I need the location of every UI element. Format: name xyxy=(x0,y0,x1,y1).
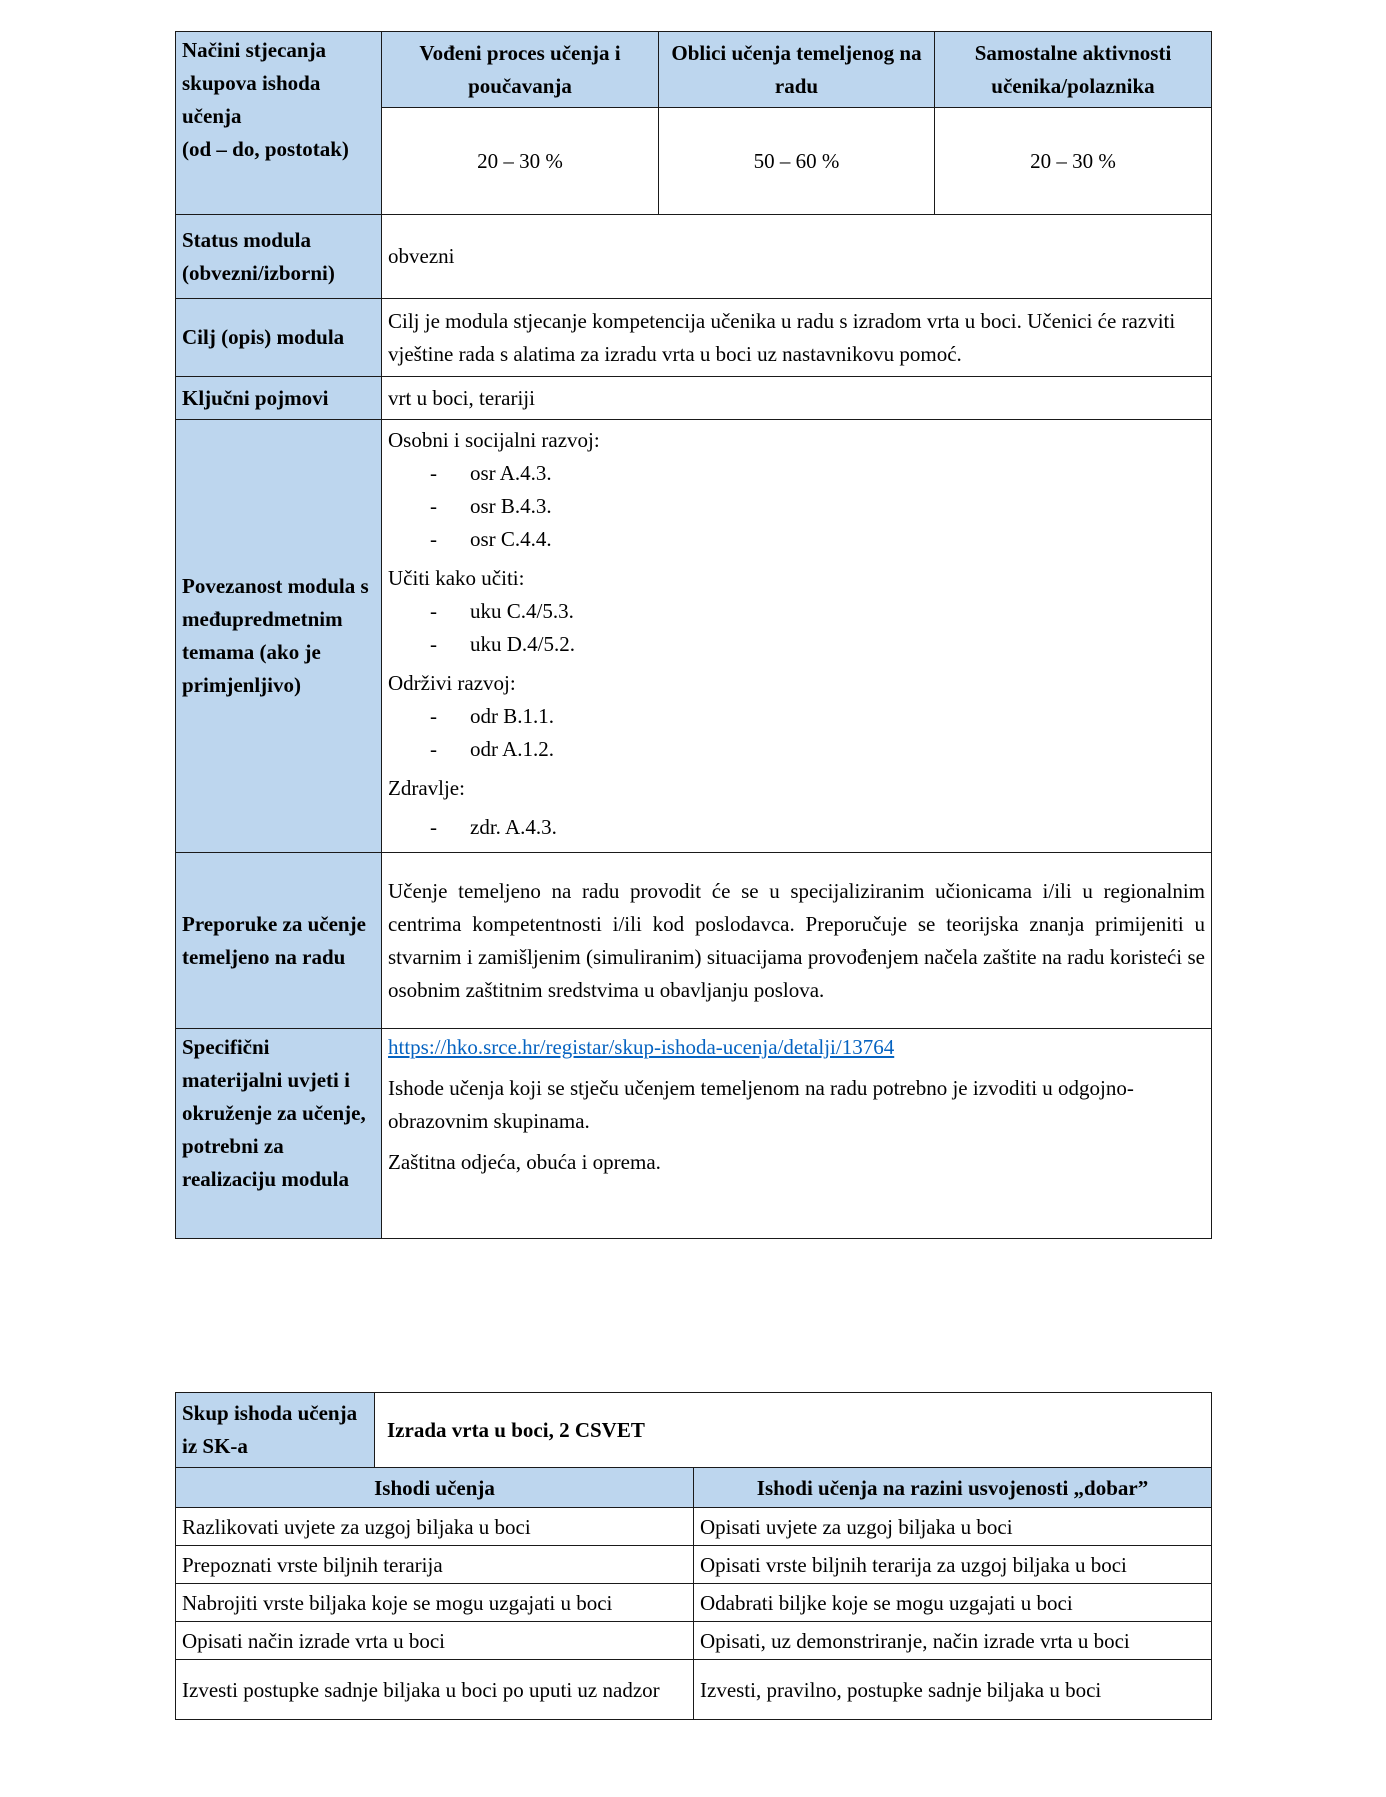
outcome-cell: Prepoznati vrste biljnih terarija xyxy=(176,1546,694,1584)
outcome-good-cell: Izvesti, pravilno, postupke sadnje biljaka u boci xyxy=(694,1660,1212,1720)
group-title-uku: Učiti kako učiti: xyxy=(388,566,525,590)
outcome-good-cell: Opisati, uz demonstriranje, način izrade vrta u boci xyxy=(694,1622,1212,1660)
keywords-value: vrt u boci, terariji xyxy=(382,377,1212,420)
outcome-good-cell: Odabrati biljke koje se mogu uzgajati u boci xyxy=(694,1584,1212,1622)
list-item: - odr A.1.2. xyxy=(388,733,1205,766)
methods-value-wbl: 50 – 60 % xyxy=(659,108,935,215)
outcome-good-cell: Opisati vrste biljnih terarija za uzgoj biljaka u boci xyxy=(694,1546,1212,1584)
group-title-zdr: Zdravlje: xyxy=(388,776,465,800)
goal-value: Cilj je modula stjecanje kompetencija učenika u radu s izradom vrta u boci. Učenici će razviti vještine rada s alatima za izradu vrta u boci uz nastavnikovu pomoć. xyxy=(382,299,1212,377)
methods-label: Načini stjecanja skupova ishoda učenja xyxy=(182,38,327,128)
dash-bullet: - xyxy=(430,737,437,761)
methods-header-independent: Samostalne aktivnosti učenika/polaznika xyxy=(935,32,1212,108)
set-value: Izrada vrta u boci, 2 CSVET xyxy=(375,1393,1212,1468)
learning-outcomes-table xyxy=(175,1392,1212,1720)
dash-bullet: - xyxy=(430,632,437,656)
status-label-sub: (obvezni/izborni) xyxy=(182,260,335,285)
wbl-recommendations-label: Preporuke za učenje temeljeno na radu xyxy=(176,853,382,1029)
list-item: - uku C.4/5.3. xyxy=(388,595,1205,628)
outcome-cell: Nabrojiti vrste biljaka koje se mogu uzgajati u boci xyxy=(176,1584,694,1622)
dash-bullet: - xyxy=(430,599,437,623)
material-conditions-label: Specifični materijalni uvjeti i okruženje za učenje, potrebni za realizaciju modula xyxy=(176,1029,382,1239)
table-row xyxy=(176,1584,1212,1622)
methods-label-cell xyxy=(176,32,382,215)
dash-bullet: - xyxy=(430,704,437,728)
group-list-odr xyxy=(388,700,1205,766)
list-item: - zdr. A.4.3. xyxy=(388,811,1205,844)
material-paragraph-1: Ishode učenja koji se stječu učenjem temeljenom na radu potrebno je izvoditi u odgojno-obrazovnim skupinama. xyxy=(388,1076,1134,1133)
status-label: Status modula xyxy=(182,227,311,252)
table-row xyxy=(176,1622,1212,1660)
material-conditions-value xyxy=(382,1029,1212,1239)
list-item: - osr A.4.3. xyxy=(388,457,1205,490)
registry-link[interactable]: https://hko.srce.hr/registar/skup-ishoda-ucenja/detalji/13764 xyxy=(388,1035,895,1059)
dash-bullet: - xyxy=(430,461,437,485)
module-info-table xyxy=(175,31,1212,1239)
cross-curricular-label: Povezanost modula s međupredmetnim temama (ako je primjenljivo) xyxy=(176,420,382,853)
table-row xyxy=(176,1546,1212,1584)
keywords-label: Ključni pojmovi xyxy=(176,377,382,420)
list-item: - osr B.4.3. xyxy=(388,490,1205,523)
list-item: - osr C.4.4. xyxy=(388,523,1205,556)
outcome-cell: Opisati način izrade vrta u boci xyxy=(176,1622,694,1660)
methods-header-wbl: Oblici učenja temeljenog na radu xyxy=(659,32,935,108)
group-title-osr: Osobni i socijalni razvoj: xyxy=(388,428,600,452)
outcome-cell: Izvesti postupke sadnje biljaka u boci po uputi uz nadzor xyxy=(176,1660,694,1720)
group-list-zdr xyxy=(388,811,1205,844)
goal-label: Cilj (opis) modula xyxy=(176,299,382,377)
status-label-cell xyxy=(176,215,382,299)
methods-value-guided: 20 – 30 % xyxy=(382,108,659,215)
table-row xyxy=(176,1660,1212,1720)
wbl-recommendations-value: Učenje temeljeno na radu provodit će se u specijaliziranim učionicama i/ili u regionalnim centrima kompetentnosti i/ili kod poslodavca. Preporučuje se teorijska znanja primijeniti u stvarnim i zamišljenim (simuliranim) situacijama provođenjem načela zaštite na radu koristeći se osobnim zaštitnim sredstvima u obavljanju poslova. xyxy=(382,853,1212,1029)
dash-bullet: - xyxy=(430,527,437,551)
material-paragraph-2: Zaštitna odjeća, obuća i oprema. xyxy=(388,1150,661,1174)
list-item: - uku D.4/5.2. xyxy=(388,628,1205,661)
outcomes-header: Ishodi učenja xyxy=(176,1468,694,1508)
group-list-osr xyxy=(388,457,1205,556)
group-list-uku xyxy=(388,595,1205,661)
outcome-cell: Razlikovati uvjete za uzgoj biljaka u boci xyxy=(176,1508,694,1546)
table-row xyxy=(176,1508,1212,1546)
list-item: - odr B.1.1. xyxy=(388,700,1205,733)
dash-bullet: - xyxy=(430,815,437,839)
methods-header-guided: Vođeni proces učenja i poučavanja xyxy=(382,32,659,108)
group-title-odr: Održivi razvoj: xyxy=(388,671,516,695)
set-label: Skup ishoda učenja iz SK-a xyxy=(176,1393,375,1468)
outcomes-good-header: Ishodi učenja na razini usvojenosti „dobar” xyxy=(694,1468,1212,1508)
dash-bullet: - xyxy=(430,494,437,518)
methods-value-independent: 20 – 30 % xyxy=(935,108,1212,215)
status-value: obvezni xyxy=(382,215,1212,299)
methods-label-sub: (od – do, postotak) xyxy=(182,137,349,161)
outcome-good-cell: Opisati uvjete za uzgoj biljaka u boci xyxy=(694,1508,1212,1546)
cross-curricular-value xyxy=(382,420,1212,853)
